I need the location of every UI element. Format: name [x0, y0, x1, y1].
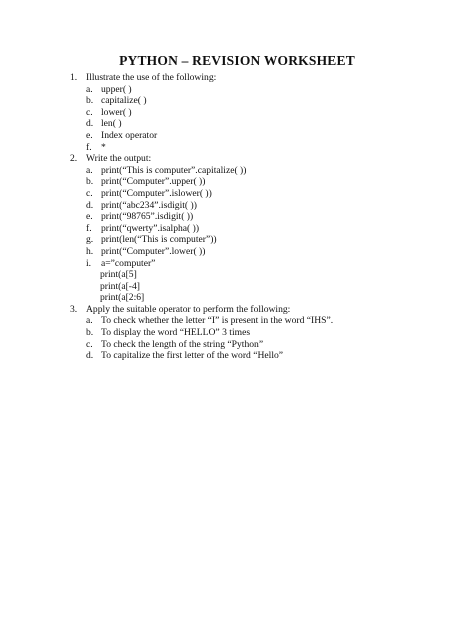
- item-letter: c.: [86, 106, 93, 118]
- list-item: [70, 176, 450, 188]
- item-text: print(“qwerty”.isalpha( )): [101, 222, 200, 234]
- item-letter: f.: [86, 141, 92, 153]
- code-line: print(a[-4]: [100, 280, 140, 292]
- list-item: [70, 95, 450, 107]
- item-letter: c.: [86, 187, 93, 199]
- item-text: a=”computer”: [101, 257, 156, 269]
- item-text: len( ): [101, 118, 122, 130]
- item-text: print(“abc234”.isdigit( )): [101, 199, 197, 211]
- question-text: Apply the suitable operator to perform the following:: [86, 303, 291, 315]
- question-number: 1.: [70, 72, 78, 83]
- question-1-items: [70, 84, 450, 154]
- list-item: [70, 107, 450, 119]
- item-letter: i.: [86, 257, 92, 269]
- question-text: Write the output:: [86, 153, 152, 165]
- question-3: [70, 304, 450, 316]
- item-letter: e.: [86, 129, 93, 141]
- item-letter: b.: [86, 95, 94, 107]
- question-number: 2.: [70, 153, 78, 165]
- item-text: capitalize( ): [101, 95, 147, 107]
- question-text: Illustrate the use of the following:: [86, 72, 217, 83]
- list-item: [70, 200, 450, 212]
- item-text: print(“98765”.isdigit( )): [101, 211, 194, 223]
- item-text: print(“Computer”.islower( )): [101, 187, 212, 199]
- item-letter: h.: [86, 245, 94, 257]
- item-letter: e.: [86, 211, 93, 223]
- code-line: print(a[5]: [100, 269, 137, 281]
- item-letter: g.: [86, 234, 94, 246]
- item-text: *: [101, 141, 106, 153]
- list-item: [70, 130, 450, 142]
- item-text: print(“Computer”.lower( )): [101, 245, 206, 257]
- list-item: [70, 118, 450, 130]
- question-2: [70, 153, 450, 165]
- list-item: [70, 211, 450, 223]
- list-item: [70, 350, 450, 362]
- list-item: [70, 165, 450, 177]
- list-item: [70, 327, 450, 339]
- item-text: To check whether the letter “I” is present in the word “IHS”.: [101, 315, 334, 327]
- item-letter: c.: [86, 338, 93, 350]
- item-letter: d.: [86, 199, 94, 211]
- item-text: print(len(“This is computer”)): [101, 234, 217, 246]
- list-item: [70, 246, 450, 258]
- list-item: [70, 234, 450, 246]
- question-number: 3.: [70, 303, 78, 315]
- item-text: Index operator: [101, 129, 158, 141]
- list-item: [70, 142, 450, 154]
- list-item: [70, 258, 450, 270]
- list-item: [70, 188, 450, 200]
- list-item: [70, 84, 450, 96]
- item-letter: d.: [86, 118, 94, 130]
- item-text: print(“This is computer”.capitalize( )): [101, 164, 247, 176]
- item-text: To display the word “HELLO” 3 times: [101, 327, 251, 339]
- item-letter: b.: [86, 327, 94, 339]
- item-letter: a.: [86, 83, 93, 95]
- item-text: To capitalize the first letter of the word “Hello”: [101, 350, 284, 362]
- question-2-items: [70, 165, 450, 304]
- item-letter: a.: [86, 164, 93, 176]
- worksheet-content: [70, 72, 450, 362]
- item-text: To check the length of the string “Python”: [101, 338, 264, 350]
- page-title: PYTHON – REVISION WORKSHEET: [119, 53, 355, 68]
- code-line: print(a[2:6]: [100, 292, 145, 304]
- list-item: [70, 223, 450, 235]
- item-text: lower( ): [101, 106, 132, 118]
- question-3-items: [70, 315, 450, 361]
- item-letter: d.: [86, 350, 94, 362]
- list-item: [70, 339, 450, 351]
- item-text: upper( ): [101, 83, 132, 95]
- item-letter: a.: [86, 315, 93, 327]
- question-1: [70, 72, 450, 84]
- item-letter: b.: [86, 176, 94, 188]
- item-text: print(“Computer”.upper( )): [101, 176, 206, 188]
- item-letter: f.: [86, 222, 92, 234]
- list-item: [70, 315, 450, 327]
